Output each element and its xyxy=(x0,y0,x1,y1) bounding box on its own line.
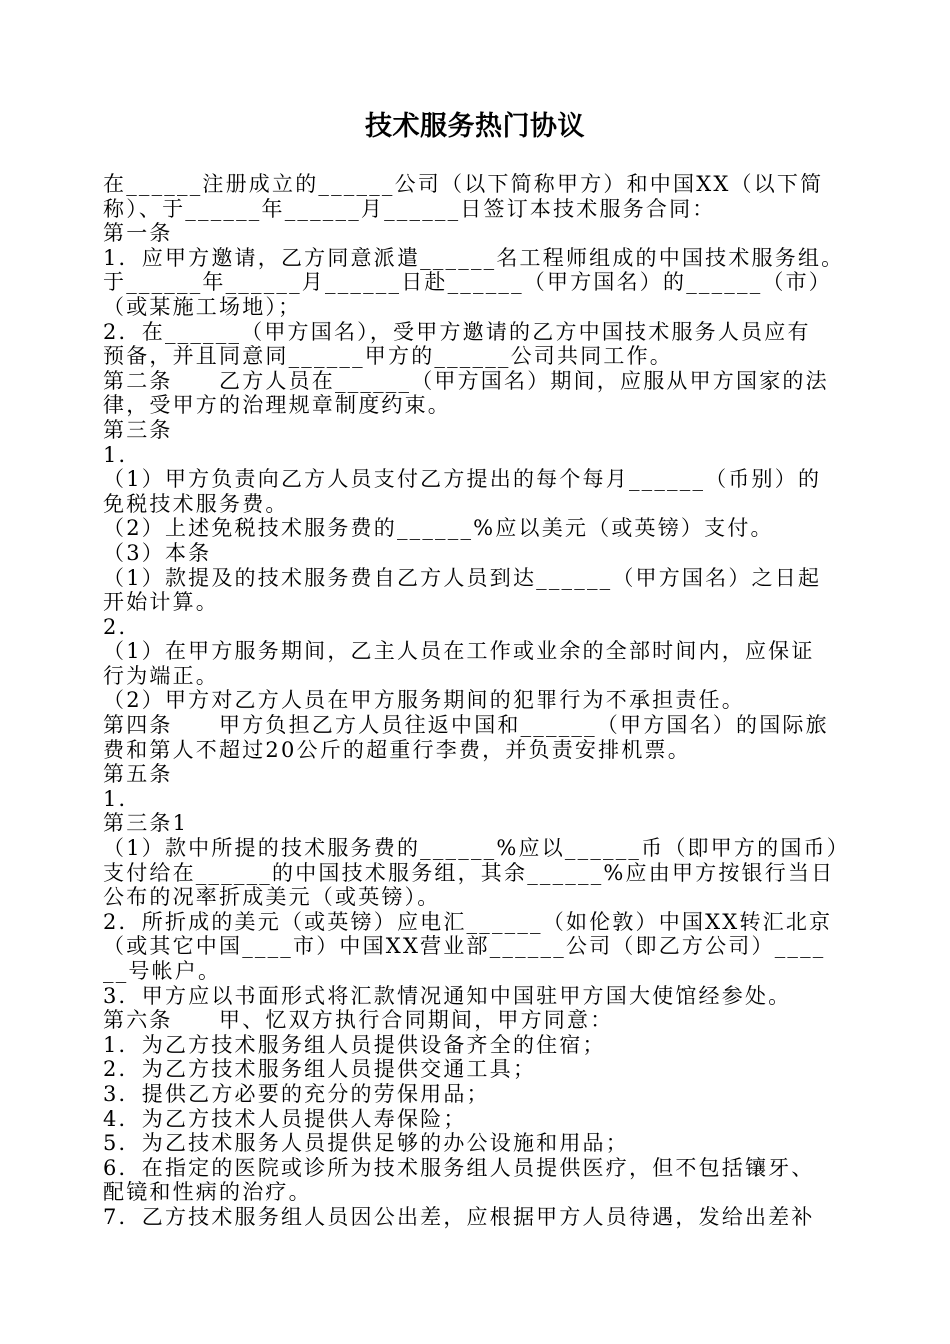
document-body xyxy=(103,172,853,1230)
text-line: 第四条 甲方负担乙方人员往返中国和______（甲方国名）的国际旅 xyxy=(103,713,829,738)
text-line: 称）、于______年______月______日签订本技术服务合同： xyxy=(103,196,716,221)
text-line: （3）本条 xyxy=(103,540,212,565)
text-line: 费和第人不超过20公斤的超重行李费，并负责安排机票。 xyxy=(103,737,691,762)
text-line: 公布的况率折成美元（或英镑）。 xyxy=(103,885,441,910)
text-line: 预备，并且同意同______甲方的______公司共同工作。 xyxy=(103,344,673,369)
text-line: 2．所折成的美元（或英镑）应电汇______（如伦敦）中国XX转汇北京 xyxy=(103,909,833,934)
text-line: 第六条 甲、忆双方执行合同期间，甲方同意： xyxy=(103,1008,614,1033)
text-line: 5．为乙技术服务人员提供足够的办公设施和用品； xyxy=(103,1131,629,1156)
text-line: 1． xyxy=(103,442,142,467)
text-line: （或其它中国____市）中国XX营业部______公司（即乙方公司）____ xyxy=(103,934,826,959)
text-line: 在______注册成立的______公司（以下简称甲方）和中国XX（以下简 xyxy=(103,172,824,196)
text-line: 律，受甲方的治理规章制度约束。 xyxy=(103,393,451,418)
text-line: （2）甲方对乙方人员在甲方服务期间的犯罪行为不承担责任。 xyxy=(103,688,745,713)
text-line: 第五条 xyxy=(103,762,173,787)
text-line: 7．乙方技术服务组人员因公出差，应根据甲方人员待遇，发给出差补 xyxy=(103,1204,815,1229)
text-line: 第一条 xyxy=(103,221,173,246)
text-line: （1）款提及的技术服务费自乙方人员到达______（甲方国名）之日起 xyxy=(103,565,822,590)
text-line: （2）上述免税技术服务费的______%应以美元（或英镑）支付。 xyxy=(103,516,774,541)
text-line: 2． xyxy=(103,614,142,639)
text-line: 1．为乙方技术服务组人员提供设备齐全的住宿； xyxy=(103,1032,606,1057)
text-line: 第二条 乙方人员在______（甲方国名）期间，应服从甲方国家的法 xyxy=(103,368,829,393)
text-line: 支付给在______的中国技术服务组，其余______%应由甲方按银行当日 xyxy=(103,860,835,885)
text-line: 于______年______月______日赴______（甲方国名）的______（市） xyxy=(103,270,832,295)
text-line: 免税技术服务费。 xyxy=(103,491,289,516)
text-line: 第三条1 xyxy=(103,811,189,836)
text-line: （1）款中所提的技术服务费的______%应以______币（即甲方的国币） xyxy=(103,836,850,861)
text-line: （1）在甲方服务期间，乙主人员在工作或业余的全部时间内，应保证 xyxy=(103,639,815,664)
text-line: 第三条 xyxy=(103,417,173,442)
text-line: 开始计算。 xyxy=(103,590,219,615)
text-line: （1）甲方负责向乙方人员支付乙方提出的每个每月______（币别）的 xyxy=(103,467,822,492)
text-line: 6．在指定的医院或诊所为技术服务组人员提供医疗，但不包括镶牙、 xyxy=(103,1155,815,1180)
text-line: 1． xyxy=(103,786,142,811)
text-line: 2．在______（甲方国名），受甲方邀请的乙方中国技术服务人员应有 xyxy=(103,319,811,344)
text-line: 1．应甲方邀请，乙方同意派遣______名工程师组成的中国技术服务组。 xyxy=(103,245,845,270)
document-title: 技术服务热门协议 xyxy=(365,111,585,142)
text-line: 行为端正。 xyxy=(103,663,219,688)
text-line: __号帐户。 xyxy=(103,959,222,983)
text-line: 4．为乙方技术人员提供人寿保险； xyxy=(103,1106,467,1131)
text-line: 3．提供乙方必要的充分的劳保用品； xyxy=(103,1081,490,1106)
text-line: 配镜和性病的治疗。 xyxy=(103,1180,312,1205)
text-line: 2．为乙方技术服务组人员提供交通工具； xyxy=(103,1057,537,1082)
text-line: （或某施工场地）； xyxy=(103,294,302,319)
text-line: 3．甲方应以书面形式将汇款情况通知中国驻甲方国大使馆经参处。 xyxy=(103,983,792,1008)
